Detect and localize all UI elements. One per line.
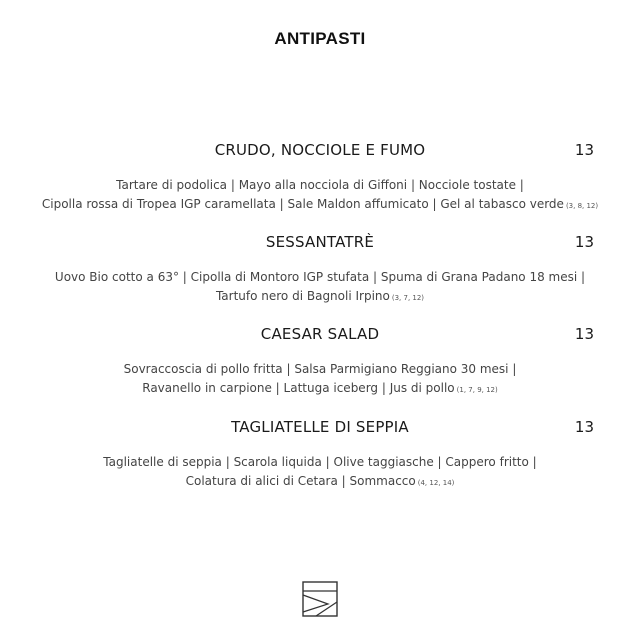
dish-name: CRUDO, NOCCIOLE E FUMO [214, 141, 426, 159]
page-title: ANTIPASTI [274, 29, 366, 48]
dish-description [0, 360, 640, 400]
allergen-codes: (3, 7, 12) [391, 294, 425, 302]
dish-price: 13 [574, 418, 594, 436]
dish-description [0, 453, 640, 493]
dish-description-line [0, 472, 640, 493]
dish-description-text: Colatura di alici di Cetara | Sommacco [185, 474, 416, 488]
square-chevron-logo-icon [302, 581, 338, 617]
dish-description-line: Tagliatelle di seppia | Scarola liquida | Olive taggiasche | Cappero fritto | [103, 455, 537, 469]
dish-description [0, 268, 640, 308]
dish-description-line [0, 287, 640, 308]
dish-description-line [0, 195, 640, 216]
dish-description-line [0, 379, 640, 400]
dish-price: 13 [574, 325, 594, 343]
dish-description-text: Tartufo nero di Bagnoli Irpino [215, 289, 390, 303]
dish-name: CAESAR SALAD [260, 325, 380, 343]
dish-description-line: Sovraccoscia di pollo fritta | Salsa Parmigiano Reggiano 30 mesi | [123, 362, 517, 376]
dish-name: TAGLIATELLE DI SEPPIA [231, 418, 409, 436]
allergen-codes: (4, 12, 14) [417, 479, 455, 487]
dish-description-line: Tartare di podolica | Mayo alla nocciola di Giffoni | Nocciole tostate | [116, 178, 524, 192]
allergen-codes: (3, 8, 12) [565, 202, 599, 210]
dish-description [0, 176, 640, 216]
dish-price: 13 [574, 233, 594, 251]
dish-description-line: Uovo Bio cotto a 63° | Cipolla di Montoro IGP stufata | Spuma di Grana Padano 18 mesi | [54, 270, 586, 284]
dish-description-text: Ravanello in carpione | Lattuga iceberg | Jus di pollo [142, 381, 455, 395]
dish-price: 13 [574, 141, 594, 159]
dish-name: SESSANTATRÈ [265, 233, 375, 251]
dish-description-text: Cipolla rossa di Tropea IGP caramellata | Sale Maldon affumicato | Gel al tabasco verde [41, 197, 564, 211]
allergen-codes: (1, 7, 9, 12) [456, 386, 498, 394]
